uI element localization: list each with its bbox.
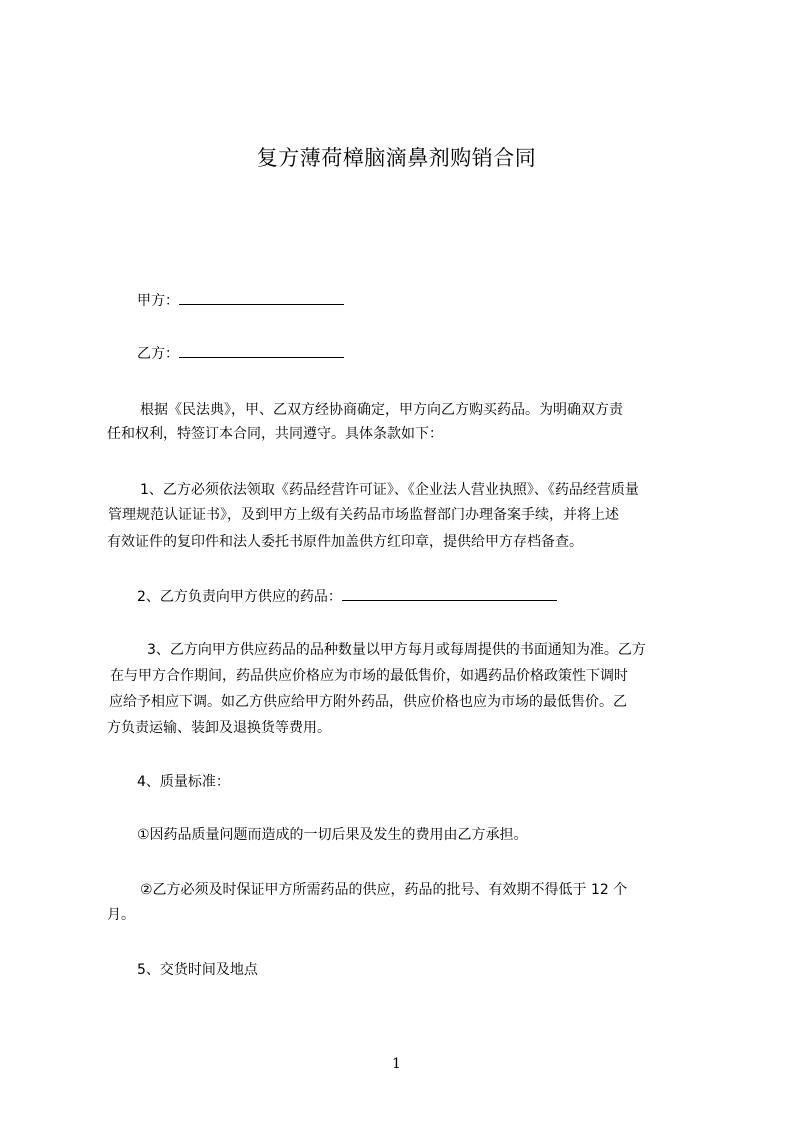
clause1-line: 管理规范认证证书》，及到甲方上级有关药品市场监督部门办理备案手续，并将上述 bbox=[108, 507, 619, 523]
clause1-line: 有效证件的复印件和法人委托书原件加盖供方红印章，提供给甲方存档备查。 bbox=[107, 534, 583, 550]
clause4-label: 4、质量标准： bbox=[137, 774, 230, 790]
clause2-blank bbox=[342, 586, 557, 601]
party-a-label: 甲方： bbox=[137, 293, 179, 309]
intro-line: 根据《民法典》，甲、乙双方经协商确定，甲方向乙方购买药品。为明确双方责 bbox=[140, 402, 623, 418]
party-b-line bbox=[137, 343, 344, 364]
clause4-item2-line: ②乙方必须及时保证甲方所需药品的供应，药品的批号、有效期不得低于 12 个 bbox=[140, 882, 628, 898]
party-a-line bbox=[137, 290, 344, 311]
clause3-line: 方负责运输、装卸及退换货等费用。 bbox=[107, 720, 331, 736]
party-b-label: 乙方： bbox=[137, 346, 179, 362]
clause3-line: 应给予相应下调。如乙方供应给甲方附外药品，供应价格也应为市场的最低售价。乙 bbox=[109, 694, 627, 710]
clause3-line: 在与甲方合作期间，药品供应价格应为市场的最低售价，如遇药品价格政策性下调时 bbox=[110, 668, 628, 684]
clause5-label: 5、交货时间及地点 bbox=[137, 962, 258, 978]
contract-title: 复方薄荷樟脑滴鼻剂购销合同 bbox=[256, 146, 537, 170]
clause4-item1: ①因药品质量问题而造成的一切后果及发生的费用由乙方承担。 bbox=[137, 827, 528, 843]
clause4-item2-line: 月。 bbox=[107, 907, 135, 923]
page-number: 1 bbox=[392, 1056, 401, 1072]
party-a-blank bbox=[179, 290, 344, 305]
clause1-line: 1、乙方必须依法领取《药品经营许可证》、《企业法人营业执照》、《药品经营质量 bbox=[140, 482, 639, 498]
clause2-line bbox=[137, 586, 557, 607]
clause2-label: 2、乙方负责向甲方供应的药品： bbox=[137, 589, 342, 605]
intro-line: 任和权利，特签订本合同，共同遵守。具体条款如下： bbox=[107, 426, 443, 442]
clause3-line: 3、乙方向甲方供应药品的品种数量以甲方每月或每周提供的书面通知为准。乙方 bbox=[147, 642, 646, 658]
party-b-blank bbox=[179, 343, 344, 358]
